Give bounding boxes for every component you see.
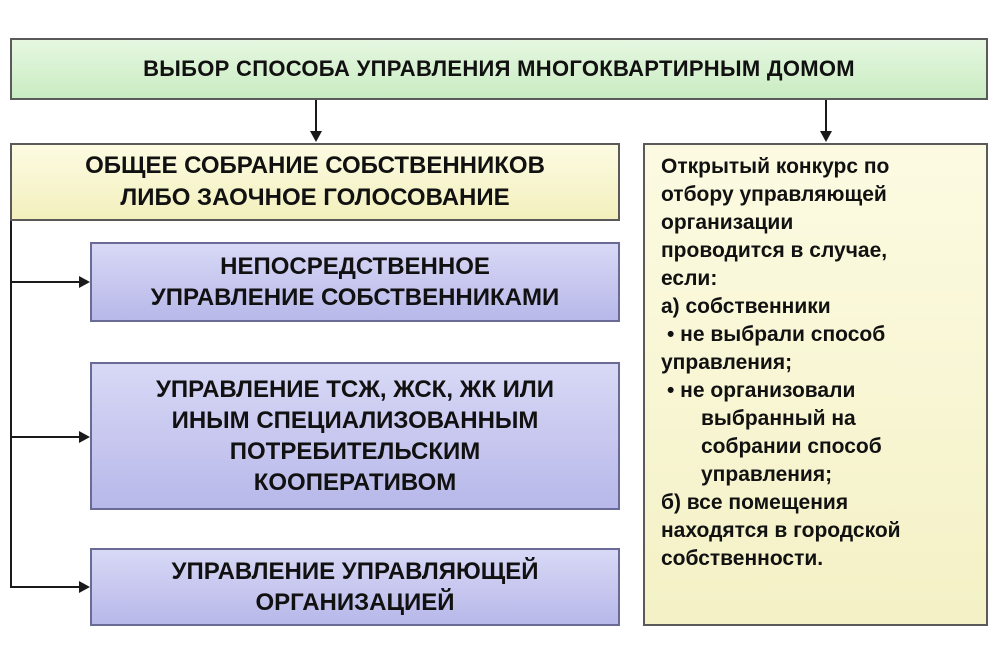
arrow-right-hoa: [79, 431, 90, 443]
arrow-right-direct: [79, 276, 90, 288]
tender-bullet-line: • не выбрали способ: [667, 323, 886, 346]
assembly-line-1: ОБЩЕЕ СОБРАНИЕ СОБСТВЕННИКОВ: [85, 152, 545, 179]
option-line: УПРАВЛЕНИЕ ТСЖ, ЖСК, ЖК ИЛИ: [155, 376, 555, 403]
hoa-management-box: [90, 362, 620, 510]
direct-management-box: [90, 242, 620, 322]
tender-line: организации: [661, 211, 794, 234]
option-line: ПОТРЕБИТЕЛЬСКИМ: [229, 438, 481, 465]
branch-line-mgmt: [10, 586, 79, 588]
tender-line: управления;: [701, 463, 833, 486]
tender-bullet-line: • не организовали: [667, 379, 856, 402]
tender-line: управления;: [661, 351, 793, 374]
left-trunk-line: [10, 221, 12, 587]
option-line: УПРАВЛЕНИЕ УПРАВЛЯЮЩЕЙ: [171, 558, 539, 585]
branch-line-direct: [10, 281, 79, 283]
tender-line: находятся в городской: [661, 519, 901, 542]
option-line: ОРГАНИЗАЦИЕЙ: [255, 589, 455, 616]
tender-line: собственности.: [661, 547, 824, 570]
option-line: КООПЕРАТИВОМ: [253, 469, 457, 496]
general-assembly-box: [10, 143, 620, 221]
tender-line: собрании способ: [701, 435, 882, 458]
connector-title-assembly: [315, 100, 317, 131]
option-line: УПРАВЛЕНИЕ СОБСТВЕННИКАМИ: [150, 284, 560, 311]
assembly-line-2: ЛИБО ЗАОЧНОЕ ГОЛОСОВАНИЕ: [120, 184, 510, 211]
tender-line: выбранный на: [701, 407, 856, 430]
arrow-down-tender: [820, 131, 832, 142]
connector-title-tender: [825, 100, 827, 131]
tender-line: Открытый конкурс по: [661, 155, 890, 178]
arrow-right-mgmt: [79, 581, 90, 593]
option-line: ИНЫМ СПЕЦИАЛИЗОВАННЫМ: [171, 407, 539, 434]
tender-line: проводится в случае,: [661, 239, 888, 262]
management-company-box: [90, 548, 620, 626]
tender-line: отбору управляющей: [661, 183, 887, 206]
open-tender-box: [643, 143, 988, 626]
branch-line-hoa: [10, 436, 79, 438]
option-line: НЕПОСРЕДСТВЕННОЕ: [220, 253, 490, 280]
tender-line: б) все помещения: [661, 491, 849, 514]
tender-line: а) собственники: [661, 295, 831, 318]
arrow-down-assembly: [310, 131, 322, 142]
tender-line: если:: [661, 267, 718, 290]
title-box: [10, 38, 988, 100]
title-text: ВЫБОР СПОСОБА УПРАВЛЕНИЯ МНОГОКВАРТИРНЫМ ДОМОМ: [143, 56, 855, 81]
